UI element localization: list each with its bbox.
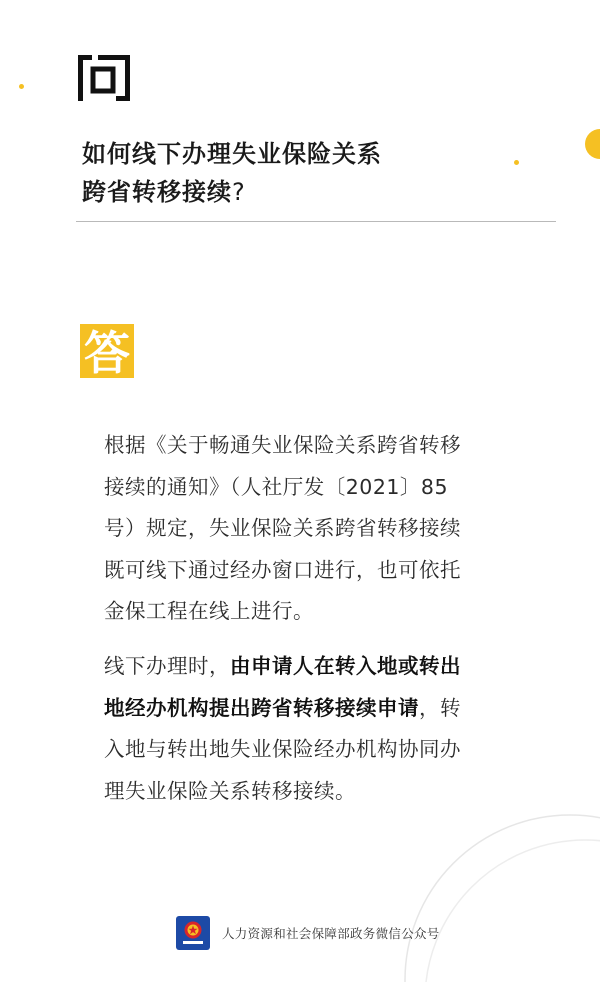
question-title-line-2 xyxy=(82,172,246,207)
answer-paragraph-2 xyxy=(104,646,524,812)
para1-line: 号）规定，失业保险关系跨省转移接续 xyxy=(104,516,461,540)
footer xyxy=(176,916,440,950)
answer-badge-icon xyxy=(80,324,134,378)
answer-paragraph-1 xyxy=(104,425,524,633)
decor-half-circle xyxy=(585,129,600,159)
para2-text: 线下办理时， xyxy=(104,654,230,678)
para1-line: 金保工程在线上进行。 xyxy=(104,599,314,623)
para1-line: 根据《关于畅通失业保险关系跨省转移 xyxy=(104,433,461,457)
para2-line-4: 理失业保险关系转移接续。 xyxy=(104,778,356,803)
para2-text: ，转 xyxy=(419,695,461,720)
footer-account-name: 人力资源和社会保障部政务微信公众号 xyxy=(222,926,440,941)
decor-dot-left xyxy=(19,84,24,89)
para2-bold-text: 由申请人在转入地或转出 xyxy=(230,654,461,678)
para2-line-1 xyxy=(104,646,524,688)
question-mark: ? xyxy=(232,178,246,206)
decor-dot-right xyxy=(514,160,519,165)
para1-line: 接续的通知》（人社厅发〔2021〕85 xyxy=(104,474,449,499)
section-divider xyxy=(76,221,556,222)
para2-bold-text: 地经办机构提出跨省转移接续申请 xyxy=(104,695,419,720)
national-emblem-icon xyxy=(176,916,210,950)
decor-circles xyxy=(380,800,600,982)
question-title-line-1: 如何线下办理失业保险关系 xyxy=(82,140,382,168)
para2-line-3: 入地与转出地失业保险经办机构协同办 xyxy=(104,737,461,761)
answer-glyph: 答 xyxy=(84,326,130,378)
question-title-text: 跨省转移接续 xyxy=(82,178,232,206)
question-glyph-icon xyxy=(76,53,132,103)
para1-line: 既可线下通过经办窗口进行，也可依托 xyxy=(104,557,461,582)
para2-line-2 xyxy=(104,688,524,730)
